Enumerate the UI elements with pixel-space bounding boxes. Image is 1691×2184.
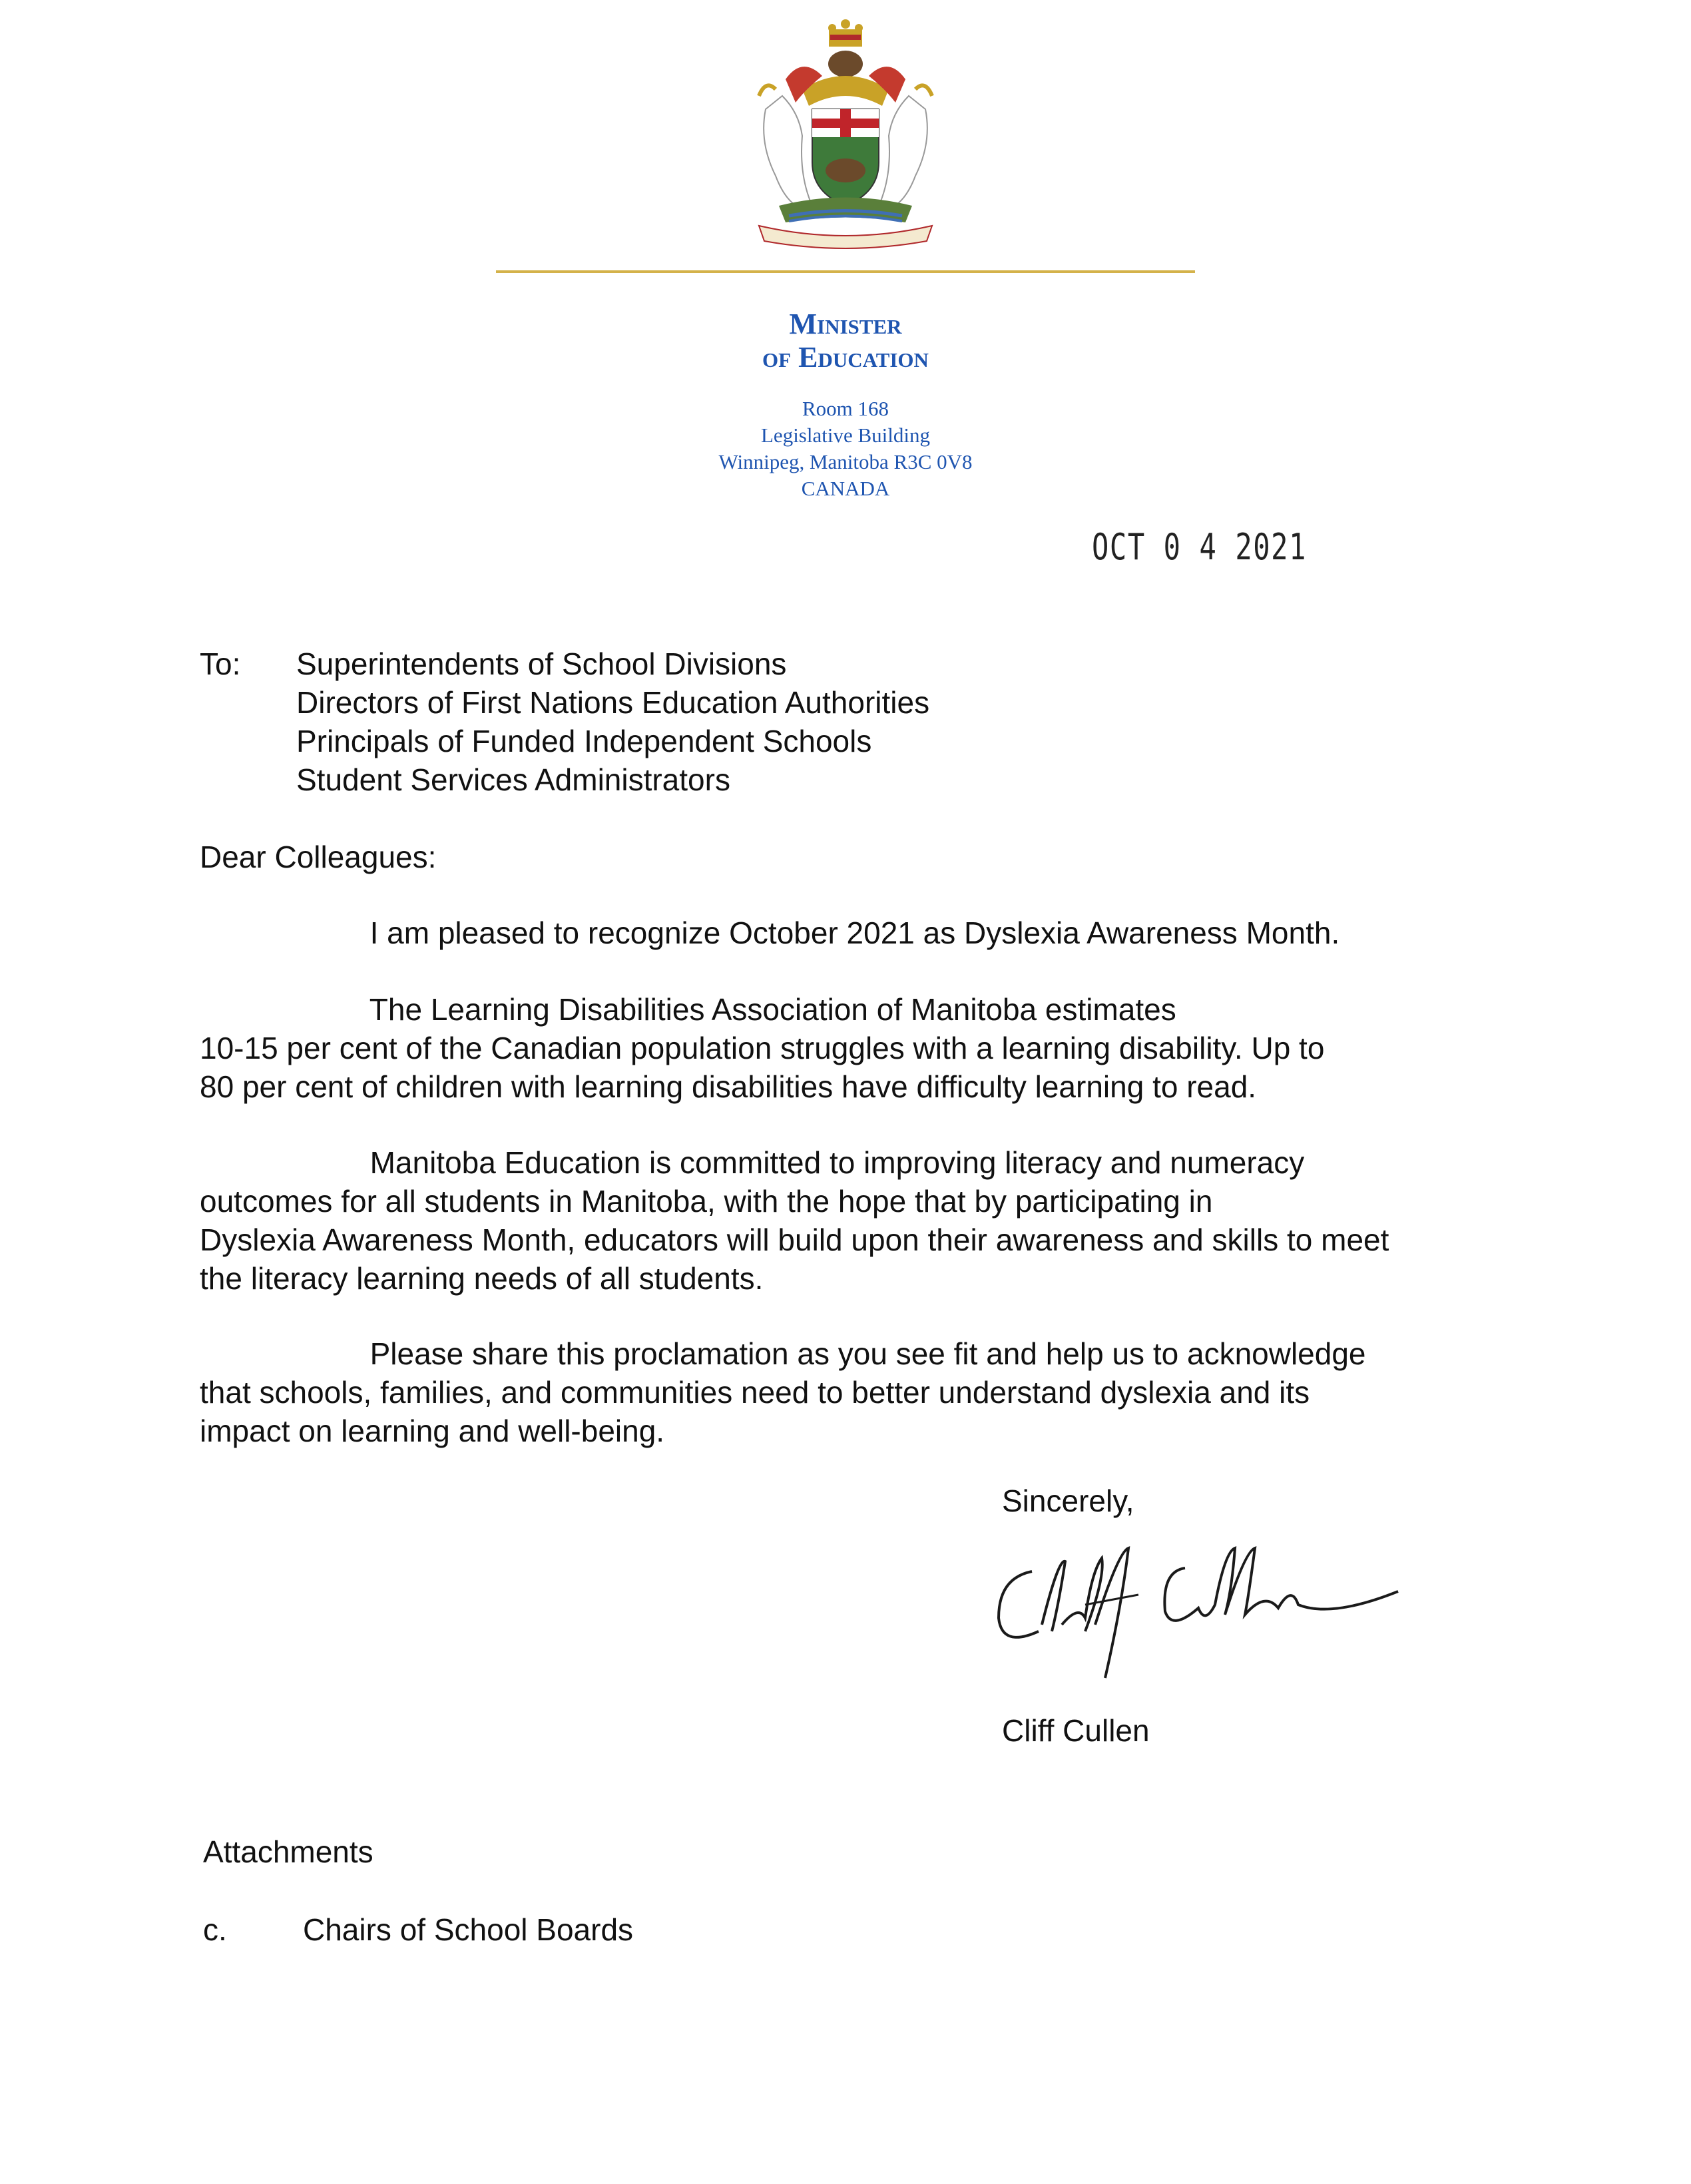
paragraph-line: I am pleased to recognize October 2021 as Dyslexia Awareness Month. — [200, 916, 1340, 950]
paragraph-line: impact on learning and well-being. — [200, 1414, 665, 1448]
shield-icon — [812, 109, 879, 206]
beaver-icon — [828, 51, 863, 77]
address-line: Winnipeg, Manitoba R3C 0V8 — [718, 450, 973, 473]
salutation: Dear Colleagues: — [200, 840, 437, 874]
to-label: To: — [200, 647, 241, 681]
date-stamp: OCT 0 4 2021 — [1092, 526, 1308, 568]
body-paragraph-2 — [200, 990, 1324, 1106]
recipient-item: Directors of First Nations Education Authorities — [296, 685, 930, 720]
coat-of-arms-icon — [739, 16, 952, 249]
bison-icon — [826, 158, 865, 182]
office-address — [0, 396, 1691, 502]
handwritten-signature — [985, 1531, 1425, 1691]
closing: Sincerely, — [1002, 1484, 1134, 1518]
office-title-line2: of Education — [762, 341, 929, 374]
paragraph-line: the literacy learning needs of all students. — [200, 1261, 764, 1296]
body-paragraph-4 — [200, 1334, 1366, 1450]
motto-scroll — [759, 226, 932, 248]
paragraph-line: Please share this proclamation as you see fit and help us to acknowledge — [200, 1336, 1366, 1371]
paragraph-line: Manitoba Education is committed to improving literacy and numeracy — [200, 1145, 1305, 1180]
letterhead-divider — [496, 270, 1195, 273]
cc-label: c. — [203, 1912, 227, 1947]
unicorn-supporter-icon — [759, 85, 812, 209]
cc-recipient: Chairs of School Boards — [303, 1912, 634, 1947]
horse-supporter-icon — [879, 85, 932, 209]
paragraph-line: Dyslexia Awareness Month, educators will build upon their awareness and skills to meet — [200, 1223, 1389, 1257]
signer-name: Cliff Cullen — [1002, 1713, 1150, 1748]
address-line: Room 168 — [802, 397, 889, 420]
office-title-line1: Minister — [789, 308, 902, 340]
paragraph-line: The Learning Disabilities Association of Manitoba estimates — [200, 992, 1176, 1027]
attachments-label: Attachments — [203, 1834, 373, 1869]
address-line: CANADA — [801, 477, 890, 500]
paragraph-line: that schools, families, and communities need to better understand dyslexia and its — [200, 1375, 1310, 1410]
recipient-item: Principals of Funded Independent Schools — [296, 724, 872, 758]
paragraph-line: outcomes for all students in Manitoba, with the hope that by participating in — [200, 1184, 1213, 1219]
paragraph-line: 80 per cent of children with learning disabilities have difficulty learning to read. — [200, 1069, 1257, 1104]
recipient-item: Student Services Administrators — [296, 762, 730, 797]
address-line: Legislative Building — [761, 423, 930, 447]
recipient-item: Superintendents of School Divisions — [296, 647, 787, 681]
crown-icon — [828, 19, 863, 47]
body-paragraph-3 — [200, 1143, 1389, 1298]
body-paragraph-1 — [200, 914, 1339, 952]
recipient-list — [296, 645, 929, 799]
paragraph-line: 10-15 per cent of the Canadian population struggles with a learning disability. Up to — [200, 1031, 1325, 1065]
office-title — [0, 308, 1691, 374]
